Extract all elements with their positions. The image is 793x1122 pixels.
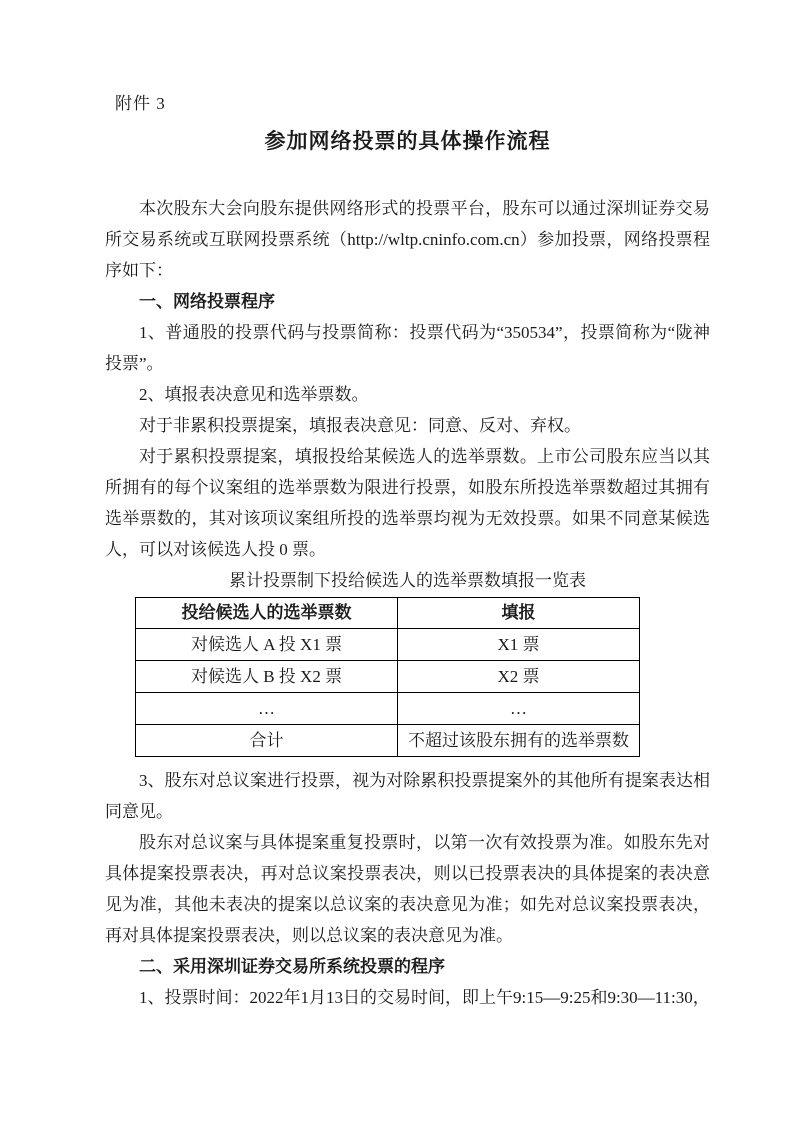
table-row xyxy=(136,693,640,725)
paragraph-general-proposal: 3、股东对总议案进行投票，视为对除累积投票提案外的其他所有提案表达相同意见。 xyxy=(105,771,710,821)
table-header-row xyxy=(136,598,640,629)
paragraph-fill-opinion: 2、填报表决意见和选举票数。 xyxy=(139,385,369,404)
table-row xyxy=(136,661,640,693)
vote-fill-table xyxy=(135,597,640,757)
column-header-fill: 填报 xyxy=(398,598,640,629)
cell-fill-x1: X1 票 xyxy=(398,629,640,661)
document-title: 参加网络投票的具体操作流程 xyxy=(264,130,551,153)
cell-candidate-b: 对候选人 B 投 X2 票 xyxy=(136,661,398,693)
paragraph-duplicate-vote: 股东对总议案与具体提案重复投票时，以第一次有效投票为准。如股东先对具体提案投票表决，再对总议案投票表决，则以已投票表决的具体提案的表决意见为准，其他未表决的提案以总议案的表决意见为准；如先对总议案投票表决，再对具体提案投票表决，则以总议案的表决意见为准。 xyxy=(105,833,710,945)
cell-total-label: 合计 xyxy=(136,725,398,757)
cell-ellipsis-left: … xyxy=(136,693,398,725)
column-header-votes: 投给候选人的选举票数 xyxy=(136,598,398,629)
attachment-label: 附件 3 xyxy=(115,94,166,113)
paragraph-vote-code: 1、普通股的投票代码与投票简称：投票代码为“350534”，投票简称为“陇神投票”。 xyxy=(105,323,710,373)
table-caption: 累计投票制下投给候选人的选举票数填报一览表 xyxy=(229,571,586,590)
paragraph-non-cumulative: 对于非累积投票提案，填报表决意见：同意、反对、弃权。 xyxy=(139,416,581,435)
paragraph-vote-time: 1、投票时间：2022年1月13日的交易时间，即上午9:15—9:25和9:30—11:30， xyxy=(139,988,710,1007)
table-row xyxy=(136,725,640,757)
cell-fill-x2: X2 票 xyxy=(398,661,640,693)
cell-ellipsis-right: … xyxy=(398,693,640,725)
paragraph-cumulative: 对于累积投票提案，填报投给某候选人的选举票数。上市公司股东应当以其所拥有的每个议案组的选举票数为限进行投票，如股东所投选举票数超过其拥有选举票数的，其对该项议案组所投的选举票均视为无效投票。如果不同意某候选人，可以对该候选人投 0 票。 xyxy=(105,447,710,559)
section-2-heading: 二、采用深圳证券交易所系统投票的程序 xyxy=(139,957,445,976)
paragraph-intro: 本次股东大会向股东提供网络形式的投票平台，股东可以通过深圳证券交易所交易系统或互联网投票系统（http://wltp.cninfo.com.cn）参加投票，网络投票程序如下： xyxy=(105,199,710,280)
table-row xyxy=(136,629,640,661)
section-1-heading: 一、网络投票程序 xyxy=(139,292,275,311)
cell-candidate-a: 对候选人 A 投 X1 票 xyxy=(136,629,398,661)
cell-total-value: 不超过该股东拥有的选举票数 xyxy=(398,725,640,757)
